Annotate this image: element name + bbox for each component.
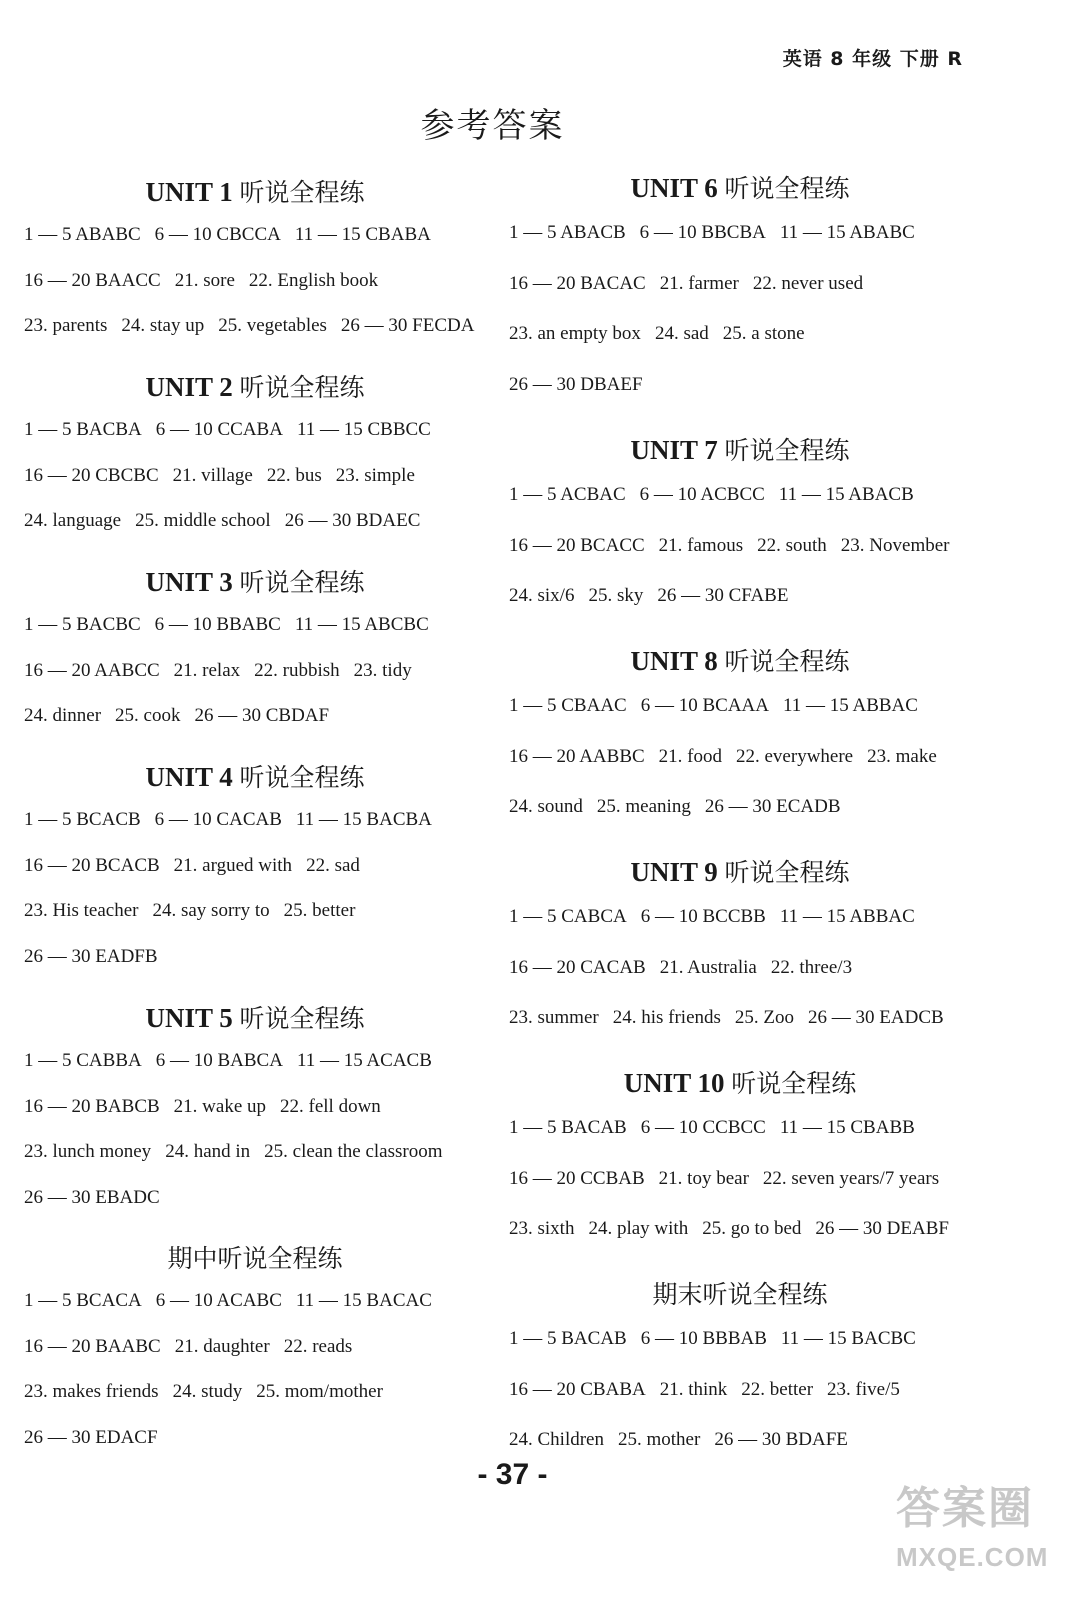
answer-item: 25. better (283, 900, 356, 921)
answer-item: 24. study (172, 1381, 243, 1402)
answer-line (505, 1103, 975, 1154)
section-suffix: 听说全程练 (239, 568, 365, 597)
answer-item: 24. Children (509, 1429, 604, 1450)
answer-item: 26 — 30 DBAEF (509, 373, 643, 395)
answer-line (20, 303, 490, 349)
answer-line (20, 407, 490, 453)
answer-item: 11 — 15 BACBC (780, 1328, 916, 1349)
answer-item: 1 — 5 ACBAC (509, 484, 626, 505)
answer-item: 1 — 5 BACBA (24, 419, 142, 440)
answer-line (505, 1314, 975, 1365)
answer-item: 22. everywhere (736, 745, 854, 767)
answer-item: 22. reads (283, 1335, 353, 1357)
answer-item: 1 — 5 BCACA (24, 1290, 142, 1311)
answer-line (20, 1278, 490, 1324)
section-suffix: 期末听说全程练 (652, 1280, 828, 1309)
answer-section (20, 367, 490, 544)
answer-item: 26 — 30 EADCB (808, 1007, 944, 1028)
section-title (20, 998, 490, 1038)
section-unit: UNIT 3 (145, 567, 233, 597)
answer-line (20, 1175, 490, 1221)
answer-section (505, 1063, 975, 1255)
answer-item: 25. meaning (596, 796, 691, 817)
answer-item: 16 — 20 BCACB (24, 854, 160, 876)
answer-item: 26 — 30 CBDAF (194, 705, 330, 726)
answer-item: 26 — 30 BDAEC (284, 510, 421, 531)
section-title (505, 1274, 975, 1314)
section-unit: UNIT 7 (630, 435, 718, 465)
answer-line (505, 470, 975, 521)
answer-item: 16 — 20 BACAC (509, 272, 646, 294)
answer-line (505, 521, 975, 572)
answer-item: 23. summer (509, 1007, 599, 1028)
answer-line (20, 648, 490, 694)
answer-item: 1 — 5 BACBC (24, 614, 141, 635)
answer-line (20, 1415, 490, 1461)
answer-item: 6 — 10 ACBCC (639, 484, 765, 505)
answer-line (20, 1369, 490, 1415)
section-title (505, 168, 975, 208)
answer-item: 16 — 20 BAACC (24, 269, 161, 291)
answer-item: 23. make (867, 745, 937, 767)
answer-section (505, 1274, 975, 1466)
answer-item: 25. sky (588, 585, 644, 606)
answer-line (20, 1129, 490, 1175)
answer-item: 22. never used (752, 272, 864, 294)
section-title (20, 1238, 490, 1278)
answer-item: 11 — 15 CBABB (779, 1117, 915, 1138)
answer-item: 11 — 15 ABBAC (779, 906, 915, 927)
answer-line (505, 993, 975, 1044)
answer-item: 25. cook (115, 705, 181, 726)
answer-item: 22. bus (266, 464, 322, 486)
section-unit: UNIT 4 (145, 762, 233, 792)
answer-item: 6 — 10 BBABC (154, 614, 281, 635)
answer-item: 1 — 5 CABCA (509, 906, 627, 927)
page-header: 英语 8 年级 下册 R (782, 48, 963, 70)
answer-item: 24. sad (654, 323, 709, 344)
answer-line (505, 892, 975, 943)
answer-line (20, 602, 490, 648)
answer-item: 26 — 30 ECADB (704, 796, 841, 817)
section-suffix: 听说全程练 (724, 174, 850, 203)
answer-line (20, 1038, 490, 1084)
answer-item: 11 — 15 ABACB (778, 484, 914, 505)
answer-section (20, 172, 490, 349)
answer-item: 1 — 5 BCACB (24, 809, 141, 830)
answer-item: 26 — 30 EDACF (24, 1426, 158, 1448)
section-title (505, 430, 975, 470)
answer-line (505, 1204, 975, 1255)
answer-section (20, 562, 490, 739)
answer-section (20, 757, 490, 979)
answer-item: 21. farmer (659, 272, 739, 294)
section-suffix: 期中听说全程练 (167, 1244, 343, 1273)
answer-item: 11 — 15 ABBAC (782, 695, 918, 716)
section-suffix: 听说全程练 (239, 178, 365, 207)
answer-item: 25. middle school (135, 510, 271, 531)
answer-item: 22. seven years/7 years (762, 1167, 940, 1189)
answer-item: 25. vegetables (218, 315, 327, 336)
answer-item: 6 — 10 CACAB (154, 809, 282, 830)
answer-line (20, 453, 490, 499)
answer-line (505, 309, 975, 360)
section-suffix: 听说全程练 (724, 647, 850, 676)
answer-item: 26 — 30 FECDA (340, 315, 475, 336)
section-suffix: 听说全程练 (724, 436, 850, 465)
section-title (20, 367, 490, 407)
answer-item: 21. famous (658, 534, 744, 556)
answer-item: 21. daughter (174, 1335, 270, 1357)
answer-item: 22. rubbish (254, 659, 340, 681)
answer-line (20, 934, 490, 980)
section-unit: UNIT 10 (623, 1068, 725, 1098)
answer-item: 21. relax (173, 659, 241, 681)
answer-line (505, 571, 975, 622)
answer-item: 26 — 30 BDAFE (714, 1429, 848, 1450)
answer-line (505, 1365, 975, 1416)
answer-line (20, 843, 490, 889)
answer-line (505, 681, 975, 732)
answer-item: 25. Zoo (734, 1007, 795, 1028)
answer-item: 24. six/6 (509, 585, 575, 606)
answer-item: 22. fell down (280, 1095, 381, 1117)
answer-item: 16 — 20 AABCC (24, 659, 160, 681)
answer-item: 23. parents (24, 315, 108, 336)
answer-item: 16 — 20 CCBAB (509, 1167, 645, 1189)
answer-item: 24. stay up (121, 315, 205, 336)
answer-item: 23. five/5 (827, 1378, 900, 1400)
answer-item: 1 — 5 ABABC (24, 224, 141, 245)
answer-line (505, 259, 975, 310)
answer-item: 23. November (840, 534, 950, 556)
section-unit: UNIT 6 (630, 173, 718, 203)
answer-line (20, 1084, 490, 1130)
section-suffix: 听说全程练 (731, 1069, 857, 1098)
answer-item: 1 — 5 CABBA (24, 1050, 142, 1071)
answer-item: 26 — 30 EADFB (24, 945, 158, 967)
answer-section (505, 641, 975, 833)
answer-item: 21. argued with (173, 854, 293, 876)
answer-item: 11 — 15 BACAC (295, 1290, 432, 1311)
answer-item: 24. say sorry to (152, 900, 270, 921)
answer-item: 21. think (659, 1378, 728, 1400)
section-unit: UNIT 9 (630, 857, 718, 887)
answer-item: 6 — 10 CCABA (155, 419, 283, 440)
answer-item: 11 — 15 ACACB (296, 1050, 432, 1071)
answer-item: 24. language (24, 510, 122, 531)
answer-item: 1 — 5 BACAB (509, 1328, 627, 1349)
answer-item: 21. Australia (659, 956, 757, 978)
answer-line (20, 498, 490, 544)
answer-item: 23. makes friends (24, 1381, 159, 1402)
watermark-logo-text: 答案圈 (896, 1484, 1034, 1533)
answer-item: 25. a stone (722, 323, 805, 344)
answer-item: 11 — 15 CBBCC (296, 419, 431, 440)
section-title (505, 1063, 975, 1103)
answer-item: 6 — 10 BCAAA (640, 695, 769, 716)
answer-item: 24. play with (588, 1218, 689, 1239)
answer-section (20, 1238, 490, 1460)
answer-line (505, 360, 975, 411)
watermark-logo (890, 1470, 1070, 1590)
answer-item: 26 — 30 CFABE (657, 585, 789, 606)
answer-item: 11 — 15 ABABC (779, 222, 915, 243)
answer-section (505, 430, 975, 622)
answer-item: 6 — 10 BABCA (155, 1050, 283, 1071)
answer-item: 16 — 20 CBABA (509, 1378, 646, 1400)
watermark-url: MXQE.COM (896, 1542, 1049, 1572)
answer-item: 23. sixth (509, 1218, 575, 1239)
answer-item: 26 — 30 DEABF (815, 1218, 949, 1239)
answer-line (505, 208, 975, 259)
section-title (505, 641, 975, 681)
answer-item: 23. lunch money (24, 1141, 152, 1162)
answer-item: 11 — 15 ABCBC (294, 614, 429, 635)
answer-item: 16 — 20 BCACC (509, 534, 645, 556)
answer-line (20, 693, 490, 739)
answer-item: 6 — 10 CCBCC (640, 1117, 766, 1138)
section-title (20, 562, 490, 602)
answer-item: 6 — 10 ACABC (155, 1290, 282, 1311)
answer-item: 24. his friends (612, 1007, 721, 1028)
answer-item: 21. food (658, 745, 722, 767)
section-suffix: 听说全程练 (239, 763, 365, 792)
answer-item: 25. mother (618, 1429, 701, 1450)
answer-item: 6 — 10 BBCBA (639, 222, 766, 243)
answer-item: 6 — 10 BCCBB (640, 906, 766, 927)
answer-section (20, 998, 490, 1220)
answer-item: 22. sad (306, 854, 360, 876)
section-title (505, 852, 975, 892)
answer-item: 24. sound (509, 796, 583, 817)
section-title (20, 172, 490, 212)
answer-item: 21. sore (174, 269, 235, 291)
answer-item: 24. hand in (165, 1141, 251, 1162)
answer-item: 21. toy bear (658, 1167, 749, 1189)
answer-item: 21. wake up (173, 1095, 267, 1117)
answer-line (20, 797, 490, 843)
answer-line (20, 258, 490, 304)
answer-item: 25. clean the classroom (264, 1141, 443, 1162)
answer-line (505, 943, 975, 994)
answer-item: 16 — 20 CBCBC (24, 464, 159, 486)
answer-item: 23. His teacher (24, 900, 139, 921)
answer-item: 23. an empty box (509, 323, 641, 344)
section-title (20, 757, 490, 797)
answer-item: 22. south (757, 534, 827, 556)
answer-item: 16 — 20 BAABC (24, 1335, 161, 1357)
answer-item: 22. better (741, 1378, 814, 1400)
section-unit: UNIT 8 (630, 646, 718, 676)
answer-item: 1 — 5 CBAAC (509, 695, 627, 716)
section-suffix: 听说全程练 (239, 373, 365, 402)
answer-item: 16 — 20 AABBC (509, 745, 645, 767)
answer-item: 16 — 20 CACAB (509, 956, 646, 978)
section-unit: UNIT 2 (145, 372, 233, 402)
answer-section (505, 168, 975, 410)
answer-item: 25. mom/mother (256, 1381, 383, 1402)
answer-item: 1 — 5 BACAB (509, 1117, 627, 1138)
answer-item: 21. village (172, 464, 253, 486)
section-suffix: 听说全程练 (239, 1004, 365, 1033)
answer-item: 11 — 15 CBABA (294, 224, 431, 245)
answer-line (505, 782, 975, 833)
answer-item: 22. English book (248, 269, 379, 291)
answer-item: 11 — 15 BACBA (295, 809, 432, 830)
page-number: - 37 - (477, 1458, 548, 1491)
answer-line (20, 888, 490, 934)
answer-item: 24. dinner (24, 705, 102, 726)
answer-line (20, 1324, 490, 1370)
section-unit: UNIT 1 (145, 177, 233, 207)
answer-item: 23. simple (335, 464, 415, 486)
answer-item: 16 — 20 BABCB (24, 1095, 160, 1117)
answer-item: 25. go to bed (702, 1218, 802, 1239)
page-title: 参考答案 (420, 106, 565, 146)
section-unit: UNIT 5 (145, 1003, 233, 1033)
answer-item: 23. tidy (353, 659, 412, 681)
answer-section (505, 852, 975, 1044)
answer-item: 6 — 10 BBBAB (640, 1328, 767, 1349)
section-suffix: 听说全程练 (724, 858, 850, 887)
answer-item: 1 — 5 ABACB (509, 222, 626, 243)
answer-item: 22. three/3 (770, 956, 853, 978)
answer-line (505, 1154, 975, 1205)
answer-item: 6 — 10 CBCCA (154, 224, 281, 245)
answer-line (20, 212, 490, 258)
answer-line (505, 732, 975, 783)
answer-item: 26 — 30 EBADC (24, 1186, 160, 1208)
